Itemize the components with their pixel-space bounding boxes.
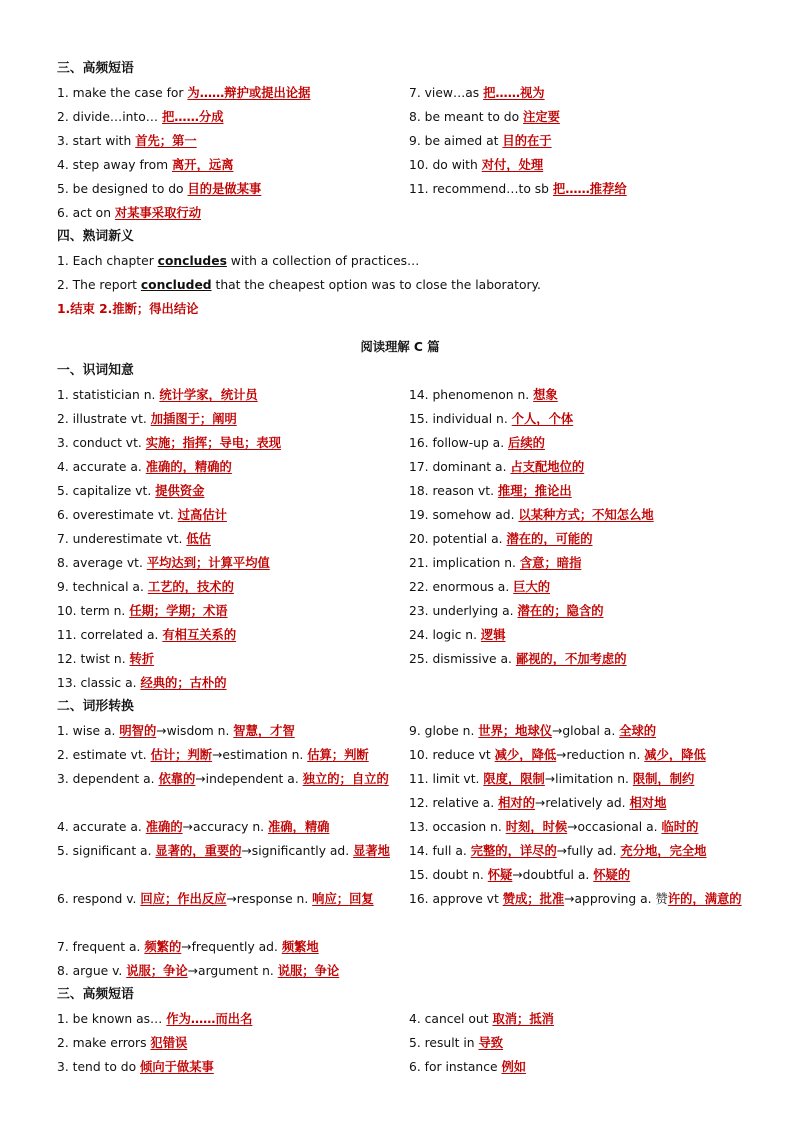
- entry-text: [57, 959, 409, 983]
- right-entry: [409, 719, 743, 743]
- entry-term: →reduction n.: [556, 748, 645, 762]
- entry-term: →approving a. 赞: [564, 892, 668, 906]
- entry-term: 6. for instance: [409, 1060, 502, 1074]
- left-entry: [57, 1007, 409, 1031]
- entry-term: 3. start with: [57, 134, 136, 148]
- entry-answer: 说服；争论: [126, 964, 188, 978]
- entry-term: 25. dismissive a.: [409, 652, 516, 666]
- entry-answer: 倾向于做某事: [140, 1060, 214, 1074]
- left-entry: [57, 383, 409, 407]
- entry-text: [409, 815, 743, 839]
- entry-answer: 工艺的，技术的: [147, 580, 234, 594]
- entry-term: 16. approve vt: [409, 892, 503, 906]
- entry-text: [57, 839, 409, 863]
- entry-answer: 把……视为: [483, 86, 545, 100]
- list-item: [57, 407, 743, 431]
- entry-answer: 后续的: [508, 436, 545, 450]
- list-item: [57, 647, 743, 671]
- entry-term: 1. make the case for: [57, 86, 188, 100]
- list-item: [57, 383, 743, 407]
- list-item: [57, 599, 743, 623]
- entry-answer: 怀疑: [487, 868, 513, 882]
- entry-answer: 世界；地球仪: [478, 724, 553, 738]
- section-heading-phrases-2: 三、高频短语: [57, 987, 134, 1002]
- entry-term: 10. reduce vt: [409, 748, 495, 762]
- right-entry: [409, 1031, 743, 1055]
- entry-term: 15. individual n.: [409, 412, 512, 426]
- entry-answer: 巨大的: [513, 580, 551, 594]
- entry-term: 4. cancel out: [409, 1012, 493, 1026]
- right-entry: [409, 407, 743, 431]
- entry-answer: 把……分成: [162, 110, 224, 124]
- left-entry: [57, 935, 409, 959]
- entry-term: →argument n.: [187, 964, 278, 978]
- entry-answer: 对某事采取行动: [114, 206, 201, 220]
- entry-term: 24. logic n.: [409, 628, 481, 642]
- right-entry: [409, 935, 743, 959]
- entry-term: →significantly ad.: [241, 844, 354, 858]
- entry-term: →global a.: [552, 724, 620, 738]
- entry-term: 16. follow-up a.: [409, 436, 509, 450]
- entry-answer: 潜在的，可能的: [506, 532, 593, 546]
- list-item: [57, 1031, 743, 1055]
- left-entry: [57, 479, 409, 503]
- entry-answer: 估算；判断: [307, 748, 369, 762]
- entry-term: 8. argue v.: [57, 964, 127, 978]
- list-item: [57, 551, 743, 575]
- entry-term: 22. enormous a.: [409, 580, 514, 594]
- section-heading-new-meanings: 四、熟词新义: [57, 229, 134, 244]
- entry-term: 19. somehow ad.: [409, 508, 519, 522]
- left-entry: [57, 743, 409, 767]
- list-item: [57, 719, 743, 743]
- list-item: [57, 959, 743, 983]
- list-item: [57, 767, 743, 815]
- entry-term: 5. capitalize vt.: [57, 484, 156, 498]
- list-item: [57, 671, 743, 695]
- list-item: [57, 153, 743, 177]
- entry-answer: 加插图于；阐明: [150, 412, 237, 426]
- right-entry: [409, 767, 743, 815]
- left-entry: [57, 815, 409, 839]
- entry-answer: 作为……而出名: [166, 1012, 253, 1026]
- entry-answer: 离开，远离: [172, 158, 234, 172]
- entry-term: 3. dependent a.: [57, 772, 159, 786]
- entry-text: [409, 743, 743, 767]
- entry-term: 8. be meant to do: [409, 110, 524, 124]
- entry-term: 14. full a.: [409, 844, 471, 858]
- meanings-answer: 1.结束 2.推断；得出结论: [57, 302, 199, 316]
- entry-text: [57, 719, 409, 743]
- entry-term: 14. phenomenon n.: [409, 388, 534, 402]
- entry-answer: 依靠的: [158, 772, 196, 786]
- entry-answer: 回应；作出反应: [140, 892, 227, 906]
- entry-term: →wisdom n.: [156, 724, 234, 738]
- entry-term: 7. view…as: [409, 86, 484, 100]
- right-entry: [409, 81, 743, 105]
- entry-text: [409, 839, 743, 863]
- left-entry: [57, 551, 409, 575]
- entry-answer: 低估: [186, 532, 211, 546]
- list-item: [57, 431, 743, 455]
- list-item: [57, 177, 743, 201]
- section-heading-word-forms: 二、词形转换: [57, 699, 134, 714]
- entry-term: 1. statistician n.: [57, 388, 160, 402]
- entry-text: [409, 767, 743, 791]
- left-entry: [57, 575, 409, 599]
- entry-term: 2. make errors: [57, 1036, 151, 1050]
- entry-text: [409, 719, 743, 743]
- list-item: [57, 479, 743, 503]
- right-entry: [409, 959, 743, 983]
- entry-answer: 准确的: [145, 820, 183, 834]
- entry-term: 7. underestimate vt.: [57, 532, 187, 546]
- entry-term: 5. significant a.: [57, 844, 156, 858]
- entry-answer: 推理；推论出: [497, 484, 572, 498]
- entry-answer: 限制，制约: [632, 772, 695, 786]
- left-entry: [57, 647, 409, 671]
- entry-answer: 平均达到；计算平均值: [146, 556, 270, 570]
- list-item: [57, 503, 743, 527]
- entry-answer: 含意；暗指: [519, 556, 582, 570]
- entry-answer: 响应；回复: [312, 892, 374, 906]
- right-entry: [409, 839, 743, 887]
- entry-term: 4. step away from: [57, 158, 172, 172]
- entry-answer: 相对地: [629, 796, 667, 810]
- entry-term: 5. be designed to do: [57, 182, 188, 196]
- list-item: [57, 81, 743, 105]
- entry-answer: 例如: [501, 1060, 527, 1074]
- entry-term: 3. tend to do: [57, 1060, 141, 1074]
- list-item: [57, 935, 743, 959]
- entry-answer: 占支配地位的: [510, 460, 585, 474]
- entry-answer: 限度，限制: [483, 772, 545, 786]
- left-entry: [57, 719, 409, 743]
- entry-answer: 目的在于: [502, 134, 552, 148]
- right-entry: [409, 647, 743, 671]
- left-entry: [57, 887, 409, 935]
- entry-term: 5. result in: [409, 1036, 479, 1050]
- entry-term: 9. technical a.: [57, 580, 148, 594]
- list-item: [57, 1055, 743, 1079]
- list-item: [57, 455, 743, 479]
- entry-answer: 频繁地: [281, 940, 319, 954]
- entry-text: [57, 767, 409, 791]
- entry-term: 9. globe n.: [409, 724, 479, 738]
- entry-term: 4. accurate a.: [57, 820, 146, 834]
- entry-term: →estimation n.: [212, 748, 308, 762]
- entry-term: →limitation n.: [544, 772, 633, 786]
- list-item: [57, 527, 743, 551]
- entry-term: 11. recommend…to sb: [409, 182, 553, 196]
- entry-answer: 提供资金: [155, 484, 205, 498]
- entry-term: →fully ad.: [556, 844, 621, 858]
- right-entry: [409, 551, 743, 575]
- entry-answer: 个人，个体: [511, 412, 574, 426]
- list-item: [57, 201, 743, 225]
- entry-answer: 实施；指挥；导电；表现: [145, 436, 282, 450]
- entry-answer: 以某种方式；不知怎么地: [518, 508, 654, 522]
- entry-answer: 独立的；自立的: [302, 772, 389, 786]
- entry-term: 10. term n.: [57, 604, 130, 618]
- entry-answer: 转折: [129, 652, 155, 666]
- entry-term: 9. be aimed at: [409, 134, 503, 148]
- entry-term: 3. conduct vt.: [57, 436, 146, 450]
- entry-answer: 首先；第一: [135, 134, 197, 148]
- entry-answer: 频繁的: [144, 940, 182, 954]
- right-entry: [409, 177, 743, 201]
- right-entry: [409, 479, 743, 503]
- entry-term: →response n.: [226, 892, 313, 906]
- keyword-concludes: concludes: [157, 254, 227, 268]
- entry-term: 2. estimate vt.: [57, 748, 151, 762]
- entry-term: 1. be known as…: [57, 1012, 167, 1026]
- entry-term: 1. wise a.: [57, 724, 120, 738]
- entry-term: 6. overestimate vt.: [57, 508, 178, 522]
- right-entry: [409, 575, 743, 599]
- entry-answer: 减少，降低: [494, 748, 557, 762]
- entry-answer: 充分地，完全地: [620, 844, 707, 858]
- right-entry: [409, 129, 743, 153]
- left-entry: [57, 959, 409, 983]
- entry-term: →occasional a.: [567, 820, 662, 834]
- entry-answer: 全球的: [619, 724, 657, 738]
- entry-term: 11. correlated a.: [57, 628, 163, 642]
- entry-term: 11. limit vt.: [409, 772, 484, 786]
- right-entry: [409, 671, 743, 695]
- entry-term: →relatively ad.: [535, 796, 630, 810]
- left-entry: [57, 599, 409, 623]
- worksheet-page: [57, 57, 743, 1079]
- right-entry: [409, 383, 743, 407]
- list-item: [57, 815, 743, 839]
- entry-answer: 准确的，精确的: [145, 460, 232, 474]
- entry-term: →frequently ad.: [181, 940, 282, 954]
- entry-answer: 为……辩护或提出论据: [187, 86, 311, 100]
- entry-answer: 准确，精确: [267, 820, 330, 834]
- left-entry: [57, 527, 409, 551]
- entry-answer: 怀疑的: [593, 868, 631, 882]
- entry-term: 8. average vt.: [57, 556, 147, 570]
- entry-text: [409, 791, 743, 815]
- right-entry: [409, 815, 743, 839]
- right-entry: [409, 743, 743, 767]
- entry-term: 20. potential a.: [409, 532, 507, 546]
- entry-answer: 显著的，重要的: [155, 844, 242, 858]
- left-entry: [57, 839, 409, 887]
- entry-term: 4. accurate a.: [57, 460, 146, 474]
- entry-term: 15. doubt n.: [409, 868, 488, 882]
- entry-answer: 相对的: [498, 796, 536, 810]
- reading-c-title: 阅读理解 C 篇: [360, 340, 440, 354]
- right-entry: [409, 431, 743, 455]
- entry-answer: 犯错误: [150, 1036, 188, 1050]
- list-item: [57, 839, 743, 887]
- entry-answer: 想象: [533, 388, 558, 402]
- right-entry: [409, 623, 743, 647]
- right-entry: [409, 105, 743, 129]
- entry-answer: 显著地: [353, 844, 390, 858]
- word-forms-list: [57, 719, 743, 983]
- entry-text: [409, 863, 743, 887]
- left-entry: [57, 81, 409, 105]
- section-heading-vocabulary: 一、识词知意: [57, 363, 134, 378]
- left-entry: [57, 767, 409, 815]
- entry-answer: 把……推荐给: [552, 182, 627, 196]
- right-entry: [409, 201, 743, 225]
- example-sentence-2: 2. The report concluded that the cheapest option was to close the laboratory.: [57, 278, 541, 292]
- entry-answer: 赞成；批准: [502, 892, 565, 906]
- right-entry: [409, 527, 743, 551]
- entry-answer: 对付，处理: [481, 158, 544, 172]
- entry-answer: 完整的，详尽的: [470, 844, 557, 858]
- entry-answer: 潜在的；隐含的: [517, 604, 604, 618]
- entry-term: 23. underlying a.: [409, 604, 518, 618]
- keyword-concluded: concluded: [140, 278, 212, 292]
- list-item: [57, 105, 743, 129]
- left-entry: [57, 129, 409, 153]
- entry-term: →independent a.: [195, 772, 303, 786]
- entry-text: [57, 815, 409, 839]
- left-entry: [57, 201, 409, 225]
- entry-answer: 统计学家，统计员: [159, 388, 258, 402]
- entry-term: 18. reason vt.: [409, 484, 498, 498]
- entry-text: [57, 887, 409, 911]
- entry-answer: 目的是做某事: [187, 182, 262, 196]
- left-entry: [57, 177, 409, 201]
- left-entry: [57, 153, 409, 177]
- entry-answer: 注定要: [523, 110, 560, 124]
- entry-answer: 鄙视的，不加考虑的: [515, 652, 627, 666]
- left-entry: [57, 105, 409, 129]
- entry-answer: 明智的: [119, 724, 157, 738]
- entry-answer: 过高估计: [177, 508, 227, 522]
- right-entry: [409, 455, 743, 479]
- left-entry: [57, 407, 409, 431]
- entry-answer: 许的，满意的: [667, 892, 742, 906]
- right-entry: [409, 1007, 743, 1031]
- entry-answer: 有相互关系的: [162, 628, 237, 642]
- entry-answer: 时刻，时候: [505, 820, 568, 834]
- vocabulary-list: [57, 383, 743, 695]
- entry-term: →accuracy n.: [182, 820, 268, 834]
- entry-term: 7. frequent a.: [57, 940, 145, 954]
- list-item: [57, 129, 743, 153]
- entry-term: 17. dominant a.: [409, 460, 511, 474]
- entry-term: 6. act on: [57, 206, 115, 220]
- entry-text: [57, 743, 409, 767]
- right-entry: [409, 153, 743, 177]
- entry-term: 13. classic a.: [57, 676, 141, 690]
- list-item: [57, 575, 743, 599]
- list-item: [57, 623, 743, 647]
- list-item: [57, 743, 743, 767]
- left-entry: [57, 455, 409, 479]
- entry-term: 13. occasion n.: [409, 820, 506, 834]
- entry-term: 21. implication n.: [409, 556, 520, 570]
- right-entry: [409, 503, 743, 527]
- left-entry: [57, 1055, 409, 1079]
- entry-answer: 逻辑: [480, 628, 506, 642]
- left-entry: [57, 431, 409, 455]
- left-entry: [57, 623, 409, 647]
- entry-answer: 估计；判断: [150, 748, 213, 762]
- phrases-list-1: [57, 81, 743, 225]
- entry-answer: 取消；抵消: [492, 1012, 554, 1026]
- entry-term: 12. twist n.: [57, 652, 130, 666]
- section-heading-phrases-1: 三、高频短语: [57, 61, 134, 76]
- entry-term: 12. relative a.: [409, 796, 499, 810]
- list-item: [57, 1007, 743, 1031]
- entry-answer: 任期；学期；术语: [129, 604, 228, 618]
- left-entry: [57, 671, 409, 695]
- example-sentence-1: 1. Each chapter concludes with a collection of practices…: [57, 254, 420, 268]
- right-entry: [409, 887, 743, 935]
- entry-term: 2. illustrate vt.: [57, 412, 151, 426]
- entry-answer: 临时的: [661, 820, 699, 834]
- entry-text: [409, 887, 743, 911]
- entry-answer: 导致: [478, 1036, 504, 1050]
- list-item: [57, 887, 743, 935]
- phrases-list-2: [57, 1007, 743, 1079]
- entry-text: [57, 935, 409, 959]
- left-entry: [57, 1031, 409, 1055]
- entry-answer: 经典的；古朴的: [140, 676, 227, 690]
- entry-term: 6. respond v.: [57, 892, 141, 906]
- entry-term: →doubtful a.: [512, 868, 594, 882]
- entry-answer: 智慧，才智: [233, 724, 295, 738]
- entry-term: 10. do with: [409, 158, 482, 172]
- entry-answer: 减少，降低: [644, 748, 706, 762]
- entry-answer: 说服；争论: [277, 964, 340, 978]
- right-entry: [409, 599, 743, 623]
- right-entry: [409, 1055, 743, 1079]
- left-entry: [57, 503, 409, 527]
- entry-term: 2. divide…into…: [57, 110, 162, 124]
